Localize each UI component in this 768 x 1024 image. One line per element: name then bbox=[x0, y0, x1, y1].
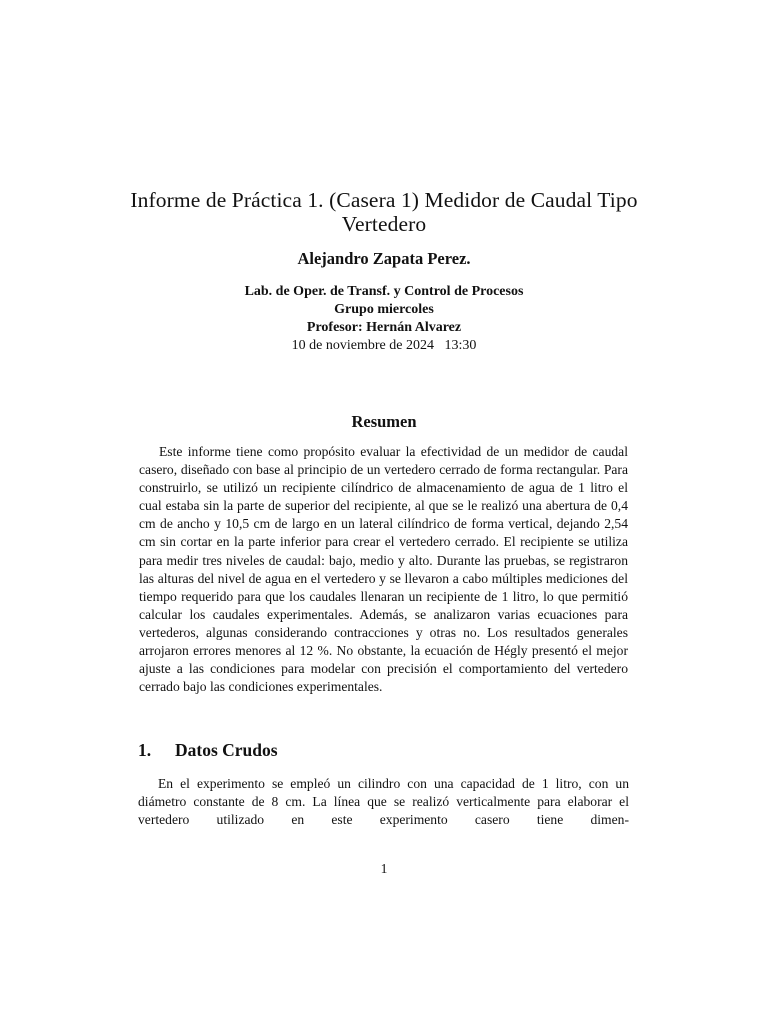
page-number: 1 bbox=[380, 861, 388, 876]
abstract-heading: Resumen bbox=[351, 412, 417, 431]
paper-title: Informe de Práctica 1. (Casera 1) Medidor de Caudal Tipo Vertedero bbox=[130, 188, 638, 236]
author-name: Alejandro Zapata Perez. bbox=[297, 249, 471, 268]
section-body-text: En el experimento se empleó un cilindro con una capacidad de 1 litro, con un diámetro constante de 8 cm. La línea que se realizó verticalmente para elaborar el vertedero utilizado en este experimento casero tiene dimen- bbox=[138, 776, 629, 828]
lab-name: Lab. de Oper. de Transf. y Control de Procesos bbox=[244, 284, 524, 299]
group-name: Grupo miercoles bbox=[334, 302, 434, 317]
abstract-text: Este informe tiene como propósito evaluar la efectividad de un medidor de caudal casero, diseñado con base al principio de un vertedero cerrado de forma rectangular. Para construirlo, se utilizó un recipiente cilíndrico de almacenamiento de agua de 1 litro el cual estaba sin la parte de superior del recipiente, al que se le realizó una abertura de 0,4 cm de ancho y 10,5 cm de largo en un lateral cilíndrico de forma vertical, dejando 2,54 cm sin cortar en la parte inferior para crear el vertedero cerrado. El recipiente se utiliza para medir tres niveles de caudal: bajo, medio y alto. Durante las pruebas, se registraron las alturas del nivel de agua en el vertedero y se llevaron a cabo múltiples mediciones del tiempo requerido para que los caudales llenaran un recipiente de 1 litro, lo que permitió calcular los caudales experimentales. Además, se analizaron varias ecuaciones para vertederos, algunas considerando contracciones y otras no. Los resultados generales arrojaron errores menores al 12 %. No obstante, la ecuación de Hégly presentó el mejor ajuste a las condiciones para modelar con precisión el comportamiento del vertedero cerrado bajo las condiciones experimentales. bbox=[139, 444, 628, 695]
section-number: 1. bbox=[138, 740, 152, 760]
section-heading bbox=[138, 739, 278, 761]
professor-name: Profesor: Hernán Alvarez bbox=[306, 320, 462, 335]
section-title: Datos Crudos bbox=[175, 740, 278, 760]
report-date: 10 de noviembre de 2024 13:30 bbox=[291, 338, 477, 353]
affiliation-block bbox=[120, 283, 648, 355]
